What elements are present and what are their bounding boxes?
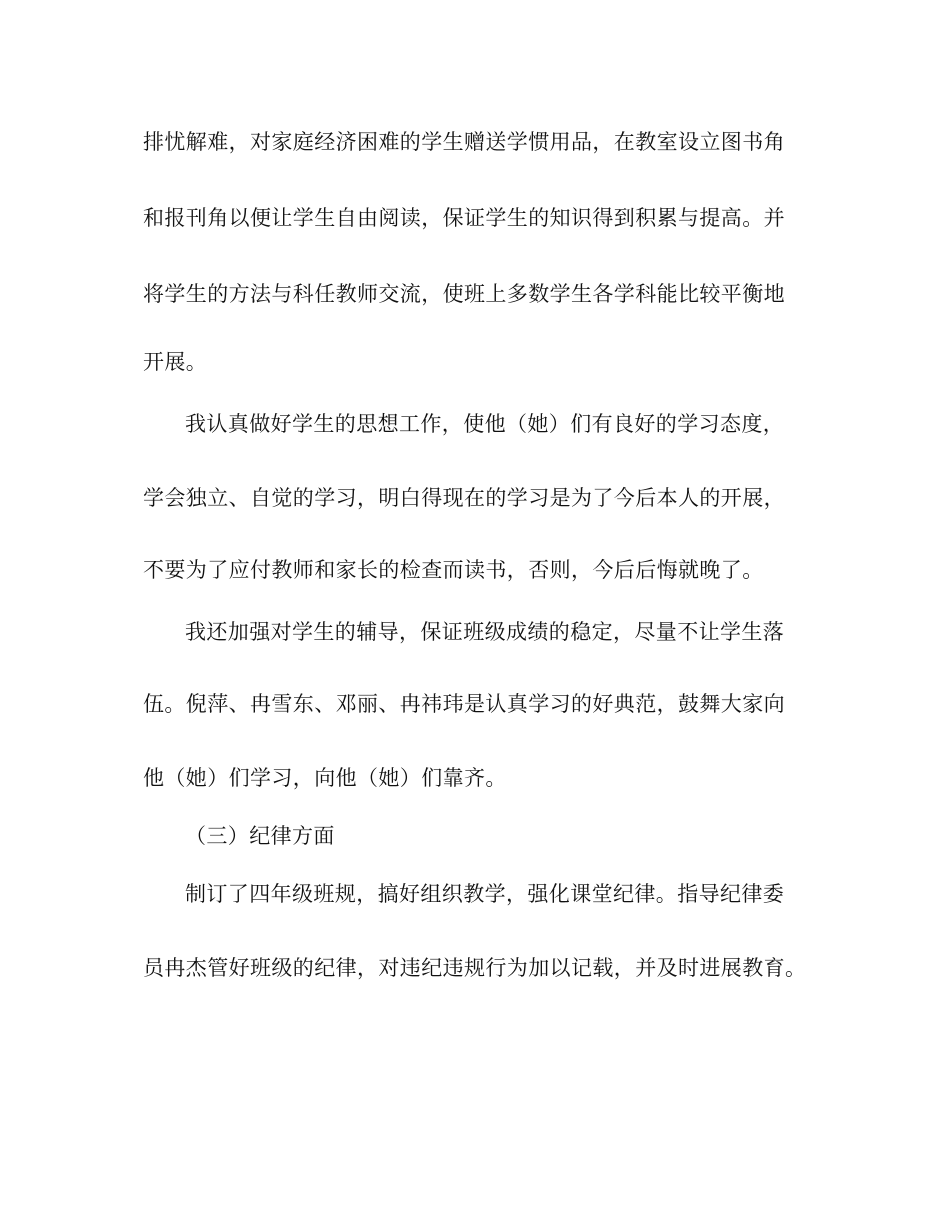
paragraph-line: 员冉杰管好班级的纪律，对违纪违规行为加以记载，并及时进展教育。 (143, 956, 807, 980)
paragraph-line: 不要为了应付教师和家长的检查而读书，否则，今后后悔就晚了。 (143, 558, 764, 582)
paragraph-line: 伍。倪萍、冉雪东、邓丽、冉祎玮是认真学习的好典范，鼓舞大家向 (143, 692, 785, 716)
paragraph-line: 制订了四年级班规，搞好组织教学，强化课堂纪律。指导纪律委 (185, 882, 785, 906)
paragraph-line: 和报刊角以便让学生自由阅读，保证学生的知识得到积累与提高。并 (143, 206, 785, 230)
paragraph-line: 学会独立、自觉的学习，明白得现在的学习是为了今后本人的开展， (143, 486, 785, 510)
paragraph-line: 排忧解难，对家庭经济困难的学生赠送学惯用品，在教室设立图书角 (143, 130, 785, 154)
paragraph-line: 开展。 (143, 350, 208, 374)
paragraph-line: 他（她）们学习，向他（她）们靠齐。 (143, 766, 507, 790)
section-heading: （三）纪律方面 (185, 824, 335, 848)
paragraph-line: 我认真做好学生的思想工作，使他（她）们有良好的学习态度， (185, 412, 785, 436)
paragraph-line: 将学生的方法与科任教师交流，使班上多数学生各学科能比较平衡地 (143, 282, 785, 306)
paragraph-line: 我还加强对学生的辅导，保证班级成绩的稳定，尽量不让学生落 (185, 620, 785, 644)
